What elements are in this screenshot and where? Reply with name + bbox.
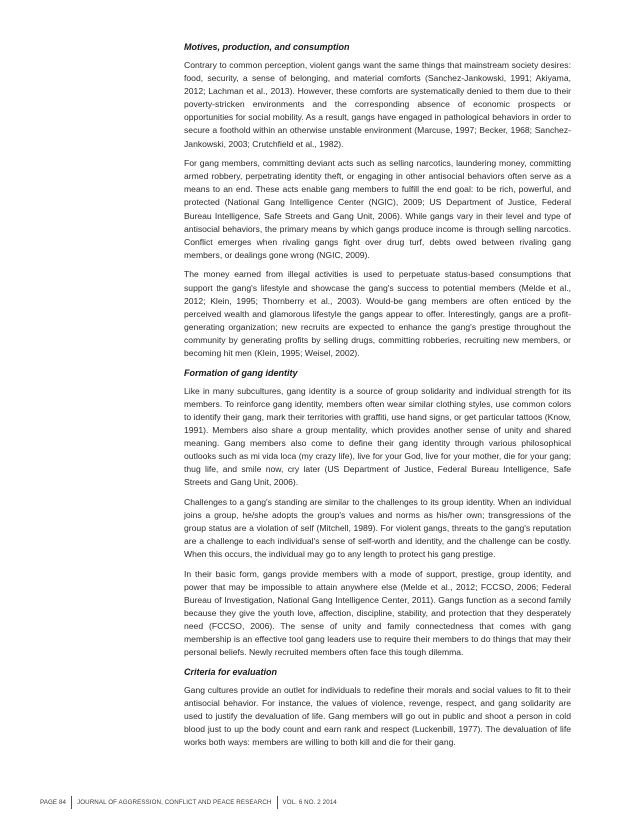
section-heading: Criteria for evaluation (184, 666, 278, 677)
page-number: PAGE 84 (40, 798, 67, 806)
section-heading: Motives, production, and consumption (184, 42, 350, 52)
paragraph: Challenges to a gang's standing are similar to the challenges to its group identity. When an individual joins a group, he/she adopts the group's values and norms as his/her own; transgressions of the group status are a violation of self (Mitchell, 1989). For violent gangs, threats to the gang's reputation are a challenge to each individual's sense of self-worth and identity, and the challenge can be costly. When this occurs, the individual may go to any length to protect his gang prestige. (184, 496, 571, 560)
article-body (184, 41, 571, 756)
paragraph: In their basic form, gangs provide members with a mode of support, prestige, group identity, and power that may be impossible to attain anywhere else (Melde et al., 2012; FCCSO, 2006; Federal Bureau of Investigation, National Gang Intelligence Center, 2011). Gangs function as a second family because they give the youth love, affection, discipline, stability, and protection that they desperately need (FCCSO, 2006). The sense of unity and family connectedness that comes with gang membership is an effective tool gang leaders use to require their members to do things that may their personal beliefs. Newly recruited members often face this tough dilemma. (184, 568, 571, 658)
footer-divider (71, 796, 72, 809)
footer-divider (277, 796, 278, 809)
section-heading: Formation of gang identity (184, 367, 298, 378)
paragraph: Contrary to common perception, violent gangs want the same things that mainstream society desires: food, security, a sense of belonging, and material comforts (Sanchez-Jankowski, 1991; Akiyama, 2012; Lachman et al., 2013). However, these comforts are systematically denied to them due to their poverty-stricken environments and the corresponding absence of economic prospects or opportunities for social mobility. As a result, gangs have engaged in pathological behaviors in order to secure a foothold within an otherwise unstable environment (Marcuse, 1997; Becker, 1968; Sanchez-Jankowski, 2003; Crutchfield et al., 1982). (184, 60, 571, 149)
issue-info: VOL. 6 NO. 2 2014 (282, 798, 337, 806)
paragraph: Like in many subcultures, gang identity is a source of group solidarity and individual strength for its members. To reinforce gang identity, members often wear similar clothing styles, use common colors to identify their gang, mark their territories with graffiti, use hand signs, or get particular tattoos (Know, 1991). Members also share a group mentality, which provides another sense of unity and shared meaning. Gang members also come to define their gang identity through various philosophical outlooks such as mi vida loca (my crazy life), live for your God, live for your mother, die for your gang; thug life, and smile now, cry later (US Department of Justice, Federal Bureau Intelligence, Safe Streets and Gang Unit, 2006). (184, 385, 571, 488)
paragraph: The money earned from illegal activities is used to perpetuate status-based consumptions that support the gang's lifestyle and showcase the gang's success to potential members (Melde et al., 2012; Klein, 1995; Thornberry et al., 2003). Would-be gang members are often enticed by the perceived wealth and glamorous lifestyle the gangs appear to offer. Interestingly, gangs are a profit-generating organization; new recruits are expected to enhance the gang's prestige throughout the community by generating profits by selling drugs, committing robberies, recruiting new members, or becoming hit men (Klein, 1995; Weisel, 2002). (184, 269, 571, 358)
paragraph: For gang members, committing deviant acts such as selling narcotics, laundering money, committing armed robbery, perpetrating identity theft, or engaging in other antisocial behaviors often serve as a means to an end. These acts enable gang members to fulfill the end goal: to be rich, powerful, and protected (National Gang Intelligence Center (NGIC), 2009; US Department of Justice, Federal Bureau Intelligence, Safe Streets and Gang Unit, 2006). While gangs vary in their level and type of antisocial behaviors, the primary means by which gangs produce income is through selling narcotics. Conflict emerges when rivaling gangs fight over drug turf, debts owed between rivaling gang members, or dealings gone wrong (NGIC, 2009). (184, 158, 571, 260)
journal-title: JOURNAL OF AGGRESSION, CONFLICT AND PEACE RESEARCH (77, 798, 272, 806)
page-footer (40, 795, 337, 809)
paragraph: Gang cultures provide an outlet for individuals to redefine their morals and social values to fit to their antisocial behavior. For instance, the values of violence, revenge, respect, and gang solidarity are used to justify the devaluation of life. Gang members will go out in public and shoot a person in cold blood just to up the body count and earn rank and respect (Luckenbill, 1977). The devaluation of life works both ways: members are willing to both kill and die for their gang. (184, 684, 571, 748)
